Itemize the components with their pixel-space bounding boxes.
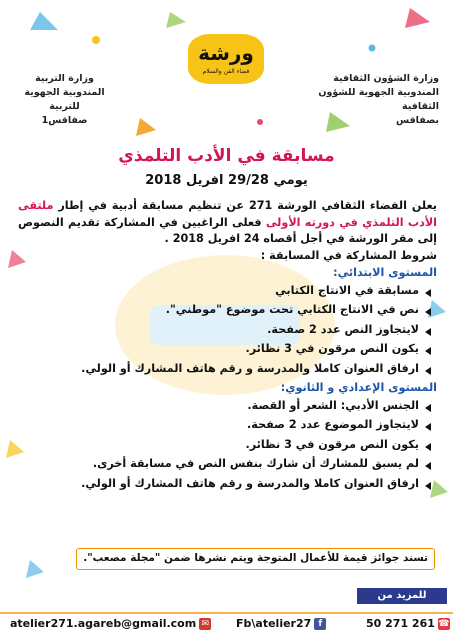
list-item: نص في الانتاج الكتابي تحت موضوع "موطني". (18, 302, 431, 319)
contact-email[interactable] (10, 617, 214, 630)
contact-facebook[interactable] (236, 617, 329, 630)
ministry-culture-header (289, 72, 439, 128)
phone-text[interactable]: 50 271 261 (366, 617, 435, 630)
email-icon: ✉ (199, 618, 211, 630)
ministry-education-header (12, 72, 117, 128)
intro-paragraph (18, 198, 437, 248)
conditions-title: شروط المشاركة في المسابقة : (260, 248, 437, 262)
secondary-conditions-list (18, 398, 437, 493)
intro-text-1: يعلن الفضاء الثقافي الورشة 271 عن تنظيم مسابقة أدبية في إطار (53, 199, 437, 212)
list-item: يكون النص مرقون في 3 نظائر. (18, 437, 431, 454)
intro-text-2: فعلى الراغبين في المشاركة تقديم النصوص إلى مقر الورشة في أجل أقصاه 24 افريل 2018 . (18, 215, 437, 245)
prize-note: تسند جوائز قيمة للأعمال المتوجة ويتم نشرها ضمن "مجلة مصعب". (76, 548, 435, 570)
list-item: لايتجاوز الموضوع عدد 2 صفحة. (18, 417, 431, 434)
header-left-line: وزارة التربية (35, 73, 94, 84)
list-item: ارفاق العنوان كاملا والمدرسة و رقم هاتف المشارك أو الولي. (18, 476, 431, 493)
logo-word: ورشة (198, 41, 254, 65)
header-right-line: المندوبية الجهوية للشؤون الثقافية (318, 87, 439, 112)
facebook-text[interactable]: Fb\atelier27 (236, 617, 312, 630)
page-title: مسابقة في الأدب التلمذي (118, 146, 335, 166)
list-item: الجنس الأدبي: الشعر أو القصة. (18, 398, 431, 415)
phone-icon: ☎ (438, 618, 450, 629)
list-item: لايتجاوز النص عدد 2 صفحة. (18, 322, 431, 339)
list-item: ارفاق العنوان كاملا والمدرسة و رقم هاتف المشارك أو الولي. (18, 361, 431, 378)
atelier-logo (188, 34, 264, 84)
header-left-line: المندوبية الجهوية للتربية (24, 87, 105, 112)
email-text[interactable]: atelier271.agareb@gmail.com (10, 617, 197, 630)
list-item: يكون النص مرقون في 3 نظائر. (18, 341, 431, 358)
header-left-line: صفاقس1 (41, 115, 88, 126)
contact-phone[interactable] (366, 617, 453, 630)
secondary-level-title: المستوى الإعدادي و الثانوي: (280, 381, 437, 394)
primary-level-title: المستوى الابتدائي: (333, 266, 437, 279)
facebook-icon: f (314, 618, 326, 630)
list-item: لم يسبق للمشارك أن شارك بنفس النص في مسابقة أخرى. (18, 456, 431, 473)
primary-conditions-list (18, 283, 437, 378)
header-right-line: بصفاقس (396, 115, 439, 126)
intro-highlight: ملتقى الأدب التلمذي في دورته الأولى (18, 199, 437, 229)
header-right-line: وزارة الشؤون الثقافية (333, 73, 439, 84)
more-info-banner: للمزيد من (357, 588, 447, 604)
announcement-body (18, 198, 437, 495)
footer-divider (0, 612, 453, 614)
logo-tagline: فضاء الفن والسلام (202, 68, 250, 75)
list-item: مسابقة في الانتاج الكتابي (18, 283, 431, 300)
event-dates: يومي 29/28 افريل 2018 (145, 173, 308, 188)
